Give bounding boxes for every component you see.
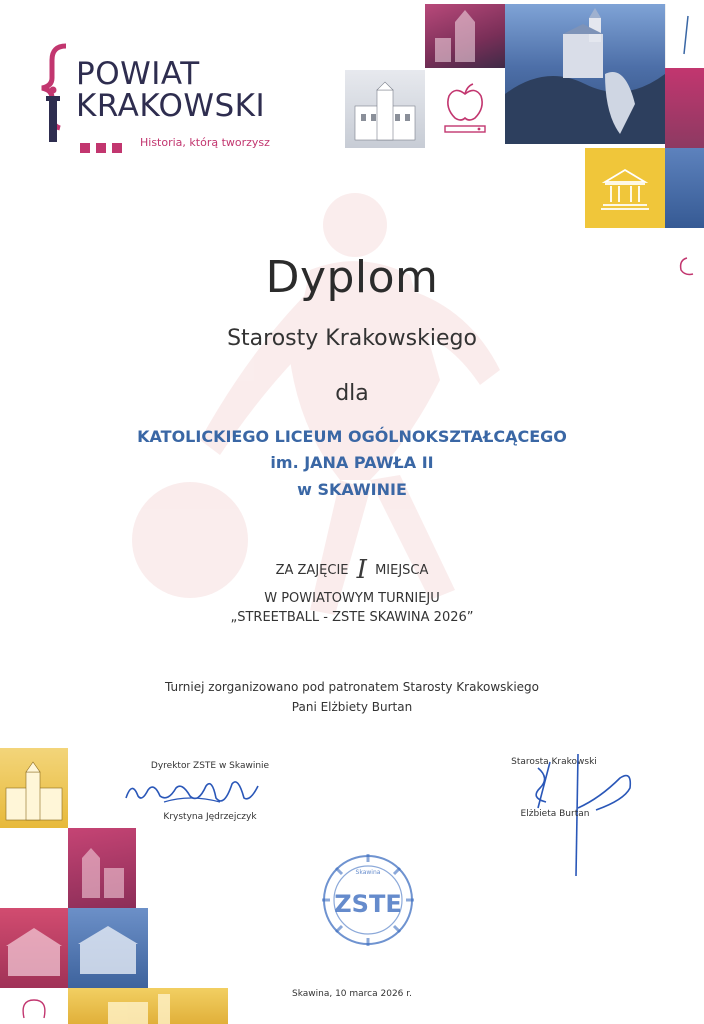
tournament-line2: „STREETBALL - ZSTE SKAWINA 2026” bbox=[230, 610, 474, 625]
photo-tile-manor-yellow bbox=[0, 748, 68, 828]
photo-tile-villa-blue bbox=[68, 908, 148, 988]
left-signature-name: Krystyna Jędrzejczyk bbox=[163, 812, 257, 822]
issue-date: Skawina, 10 marca 2026 r. bbox=[291, 989, 412, 999]
right-signature-title: Starosta Krakowski bbox=[511, 757, 597, 767]
place-suffix: MIEJSCA bbox=[375, 563, 429, 578]
apple-icon-tile bbox=[425, 68, 505, 148]
place-line bbox=[0, 555, 704, 585]
patronage-line1: Turniej zorganizowano pod patronatem Starosty Krakowskiego bbox=[164, 680, 540, 694]
tournament-line1: W POWIATOWYM TURNIEJU bbox=[264, 591, 440, 606]
photo-tile-house-pink bbox=[0, 908, 68, 988]
photo-tile-building-right bbox=[665, 148, 704, 228]
patronage-line2: Pani Elżbiety Burtan bbox=[291, 700, 413, 714]
powiat-logo-mark bbox=[36, 42, 72, 150]
photo-tile-palace bbox=[345, 70, 425, 148]
left-signature-title: Dyrektor ZSTE w Skawinie bbox=[150, 761, 270, 771]
stamp-ring-text: Skawina bbox=[355, 869, 381, 876]
photo-tile-castle-yellow bbox=[68, 988, 228, 1024]
left-signature-mark bbox=[120, 772, 270, 812]
museum-icon bbox=[585, 148, 665, 228]
diploma-for: dla bbox=[335, 381, 369, 406]
school-name-line2: im. JANA PAWŁA II bbox=[270, 453, 434, 472]
stamp-letters: ZSTE bbox=[334, 890, 402, 918]
logo-line-krakowski: KRAKOWSKI bbox=[76, 88, 266, 124]
museum-icon-tile bbox=[585, 148, 665, 228]
place-value-handwritten: I bbox=[356, 555, 367, 585]
photo-tile-ruins-pink bbox=[68, 828, 136, 908]
zste-stamp bbox=[318, 850, 418, 950]
logo-line-powiat: POWIAT bbox=[76, 56, 200, 92]
photo-tile-church bbox=[425, 4, 505, 68]
photo-tile-pink-right bbox=[665, 68, 704, 148]
school-name-line1: KATOLICKIEGO LICEUM OGÓLNOKSZTAŁCĄCEGO bbox=[137, 427, 567, 446]
logo-tagline: Historia, którą tworzysz bbox=[140, 136, 270, 149]
icon-tile-lines bbox=[665, 4, 704, 68]
logo-squares bbox=[80, 138, 122, 157]
diploma-subtitle: Starosty Krakowskiego bbox=[227, 326, 477, 351]
right-signature-name: Elżbieta Burtan bbox=[520, 809, 590, 819]
place-prefix: ZA ZAJĘCIE bbox=[275, 563, 349, 578]
icon-tile-bottom-left bbox=[0, 988, 68, 1024]
apple-icon bbox=[425, 68, 505, 148]
photo-tile-castle bbox=[505, 4, 665, 144]
diploma-title: Dyplom bbox=[265, 252, 439, 303]
school-name-line3: w SKAWINIE bbox=[297, 480, 407, 499]
